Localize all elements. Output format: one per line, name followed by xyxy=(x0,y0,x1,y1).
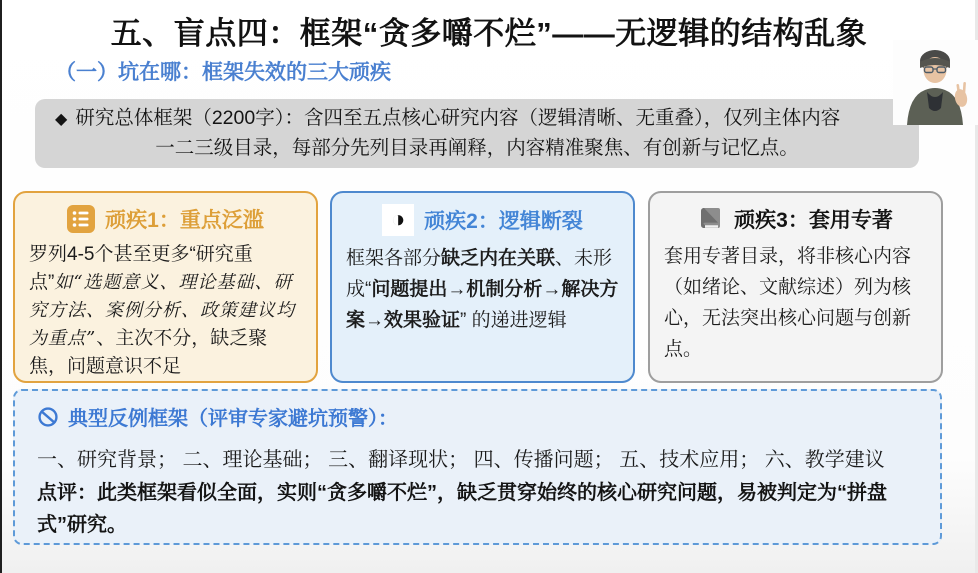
card-problem-2 xyxy=(330,191,635,383)
summary-banner xyxy=(35,99,919,168)
diamond-bullet-icon: ◆ xyxy=(55,111,68,128)
banner-line-2: 一二三级目录，每部分先列目录再阐释，内容精准聚焦、有创新与记忆点。 xyxy=(155,137,799,159)
card-1-header xyxy=(29,204,302,234)
prohibition-icon xyxy=(37,406,59,428)
presenter-avatar xyxy=(893,40,978,125)
card-2-text-b: 、未形成“ xyxy=(346,248,613,300)
warning-comment: 点评：此类框架看似全面，实则“贪多嚼不烂”，缺乏贯穿始终的核心研究问题，易被判定为“拼盘式”研究。 xyxy=(37,482,887,536)
card-2-header xyxy=(346,204,619,236)
negative-example-box xyxy=(13,389,942,545)
warning-example-line: 一、研究背景； 二、理论基础； 三、翻译现状； 四、传播问题； 五、技术应用； 六、教学建议 xyxy=(37,449,885,471)
card-2-bold-b: 问题提出→机制分析→解决方案→效果验证 xyxy=(346,279,619,331)
card-1-text-quote: 如“选题意义、理论基础、研究方法、案例分析、政策建议均为重点” xyxy=(29,272,295,349)
section-subtitle: （一）坑在哪：框架失效的三大顽疾 xyxy=(55,61,391,84)
half-circle-icon: ◑ xyxy=(382,204,414,236)
slide-left-edge xyxy=(0,0,2,573)
card-problem-1 xyxy=(13,191,318,383)
warning-header xyxy=(37,402,918,431)
list-icon xyxy=(67,205,95,233)
card-3-title: 顽疾3：套用专著 xyxy=(734,209,893,232)
card-1-text-b: 、主次不分，缺乏聚焦，问题意识不足 xyxy=(29,328,268,377)
card-problem-3 xyxy=(648,191,943,383)
page-title: 五、盲点四：框架“贪多嚼不烂”——无逻辑的结构乱象 xyxy=(110,16,868,51)
card-2-text-a: 框架各部分 xyxy=(346,248,442,269)
card-1-body xyxy=(29,241,302,381)
card-2-body xyxy=(346,243,619,336)
warning-title-text: 典型反例框架（评审专家避坑预警）： xyxy=(68,408,398,430)
book-icon xyxy=(698,206,724,232)
banner-text-1: 研究总体框架（2200字）：含四至五点核心研究内容（逻辑清晰、无重叠），仅列主体内容 xyxy=(75,107,841,129)
presenter-webcam xyxy=(893,40,978,125)
card-3-header xyxy=(664,204,927,234)
card-3-body: 套用专著目录，将非核心内容（如绪论、文献综述）列为核心，无法突出核心问题与创新点。 xyxy=(664,246,912,360)
card-1-title: 顽疾1：重点泛滥 xyxy=(105,209,264,232)
card-2-text-c: ” 的递进逻辑 xyxy=(460,310,567,331)
banner-line-1 xyxy=(35,104,919,134)
card-1-text-a: 罗列4-5个甚至更多“研究重点” xyxy=(29,244,253,293)
card-2-bold-a: 缺乏内在关联 xyxy=(441,248,556,269)
card-2-title: 顽疾2：逻辑断裂 xyxy=(424,210,583,233)
